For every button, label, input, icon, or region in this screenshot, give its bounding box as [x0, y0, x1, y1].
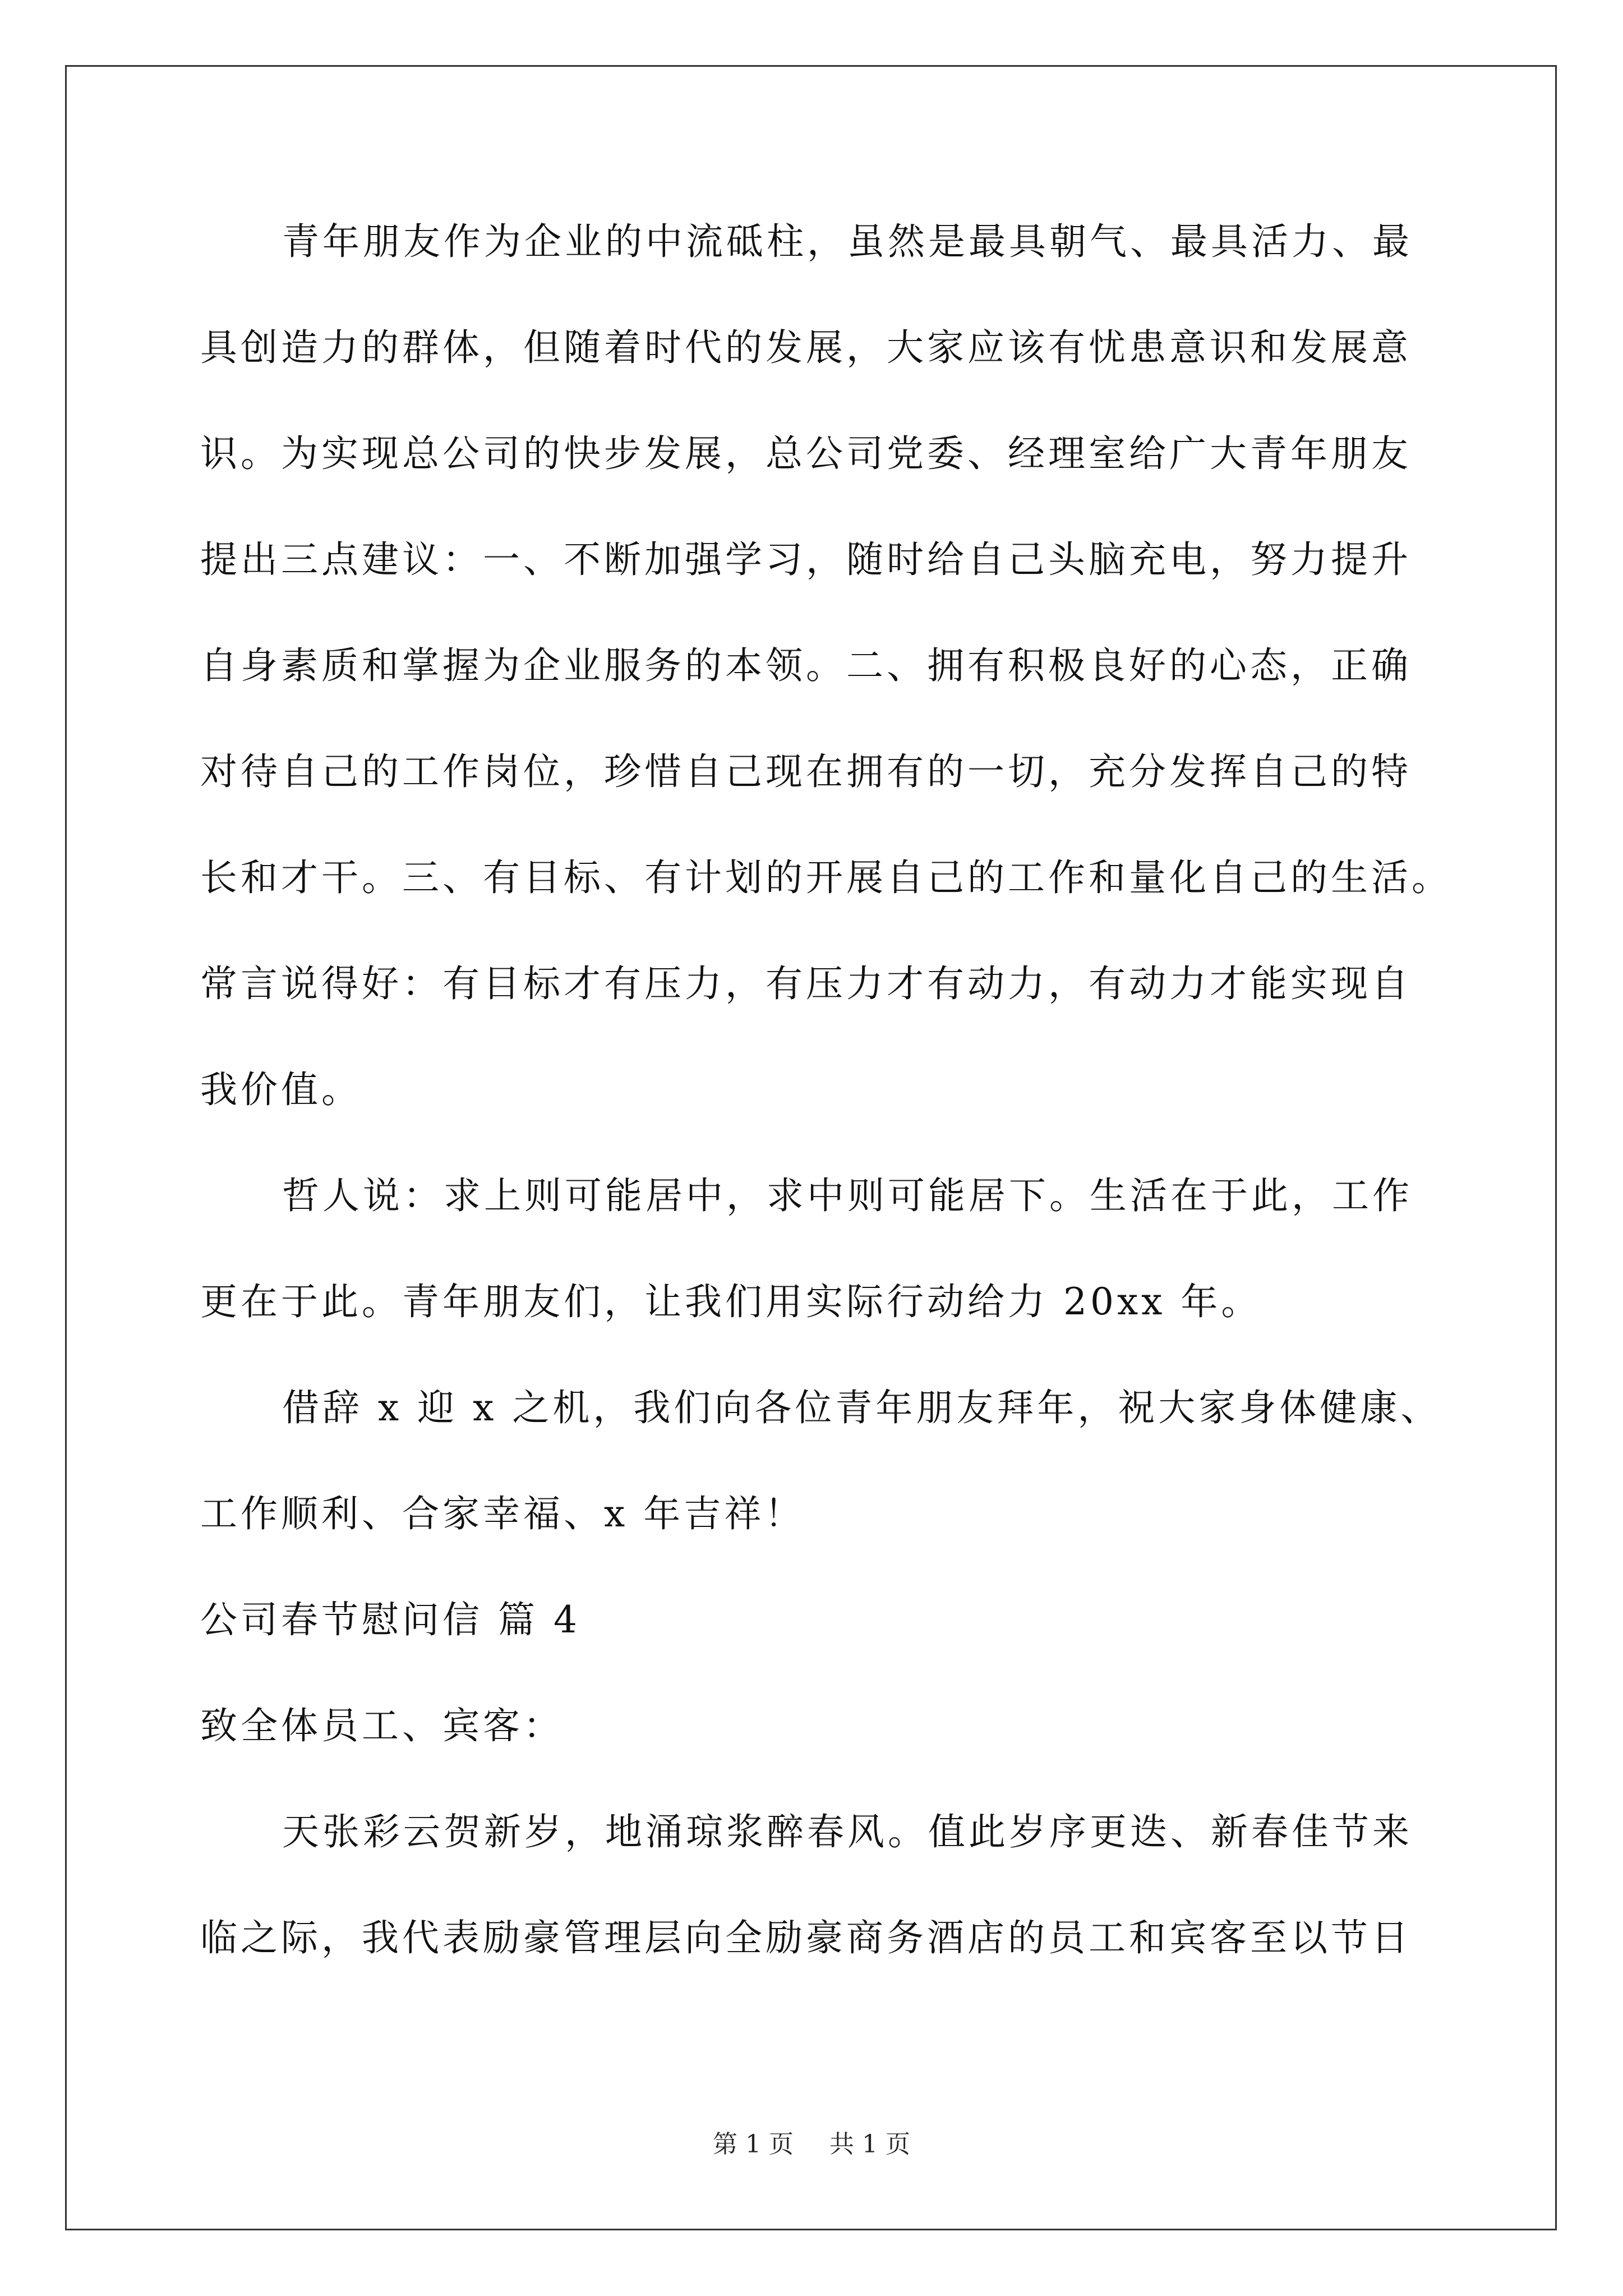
document-body	[200, 215, 1452, 2018]
paragraph-line: 对待自己的工作岗位，珍惜自己现在拥有的一切，充分发挥自己的特	[200, 750, 1412, 793]
paragraph-line: 工作顺利、合家幸福、x 年吉祥！	[200, 1492, 805, 1535]
paragraph-line: 识。为实现总公司的快步发展，总公司党委、经理室给广大青年朋友	[200, 432, 1412, 475]
paragraph-line: 青年朋友作为企业的中流砥柱，虽然是最具朝气、最具活力、最	[282, 220, 1413, 263]
page-footer	[0, 2129, 1623, 2160]
paragraph-line: 提出三点建议：一、不断加强学习，随时给自己头脑充电，努力提升	[200, 538, 1412, 581]
paragraph-line: 长和才干。三、有目标、有计划的开展自己的工作和量化自己的生活。	[200, 856, 1452, 899]
paragraph-line: 哲人说：求上则可能居中，求中则可能居下。生活在于此，工作	[282, 1174, 1413, 1217]
section-heading: 公司春节慰问信 篇 4	[200, 1598, 580, 1641]
paragraph-line: 具创造力的群体，但随着时代的发展，大家应该有忧患意识和发展意	[200, 326, 1412, 369]
page-number: 第 1 页	[713, 2130, 794, 2159]
salutation: 致全体员工、宾客：	[200, 1704, 564, 1747]
paragraph-line: 借辞 x 迎 x 之机，我们向各位青年朋友拜年，祝大家身体健康、	[282, 1386, 1441, 1429]
paragraph-line: 常言说得好：有目标才有压力，有压力才有动力，有动力才能实现自	[200, 962, 1412, 1005]
paragraph-line: 我价值。	[200, 1068, 362, 1111]
paragraph-line: 天张彩云贺新岁，地涌琼浆醉春风。值此岁序更迭、新春佳节来	[282, 1810, 1413, 1853]
paragraph-line: 临之际，我代表励豪管理层向全励豪商务酒店的员工和宾客至以节日	[200, 1916, 1412, 1959]
paragraph-line: 更在于此。青年朋友们，让我们用实际行动给力 20xx 年。	[200, 1280, 1262, 1323]
page-total: 共 1 页	[829, 2130, 910, 2159]
paragraph-line: 自身素质和掌握为企业服务的本领。二、拥有积极良好的心态，正确	[200, 644, 1412, 687]
